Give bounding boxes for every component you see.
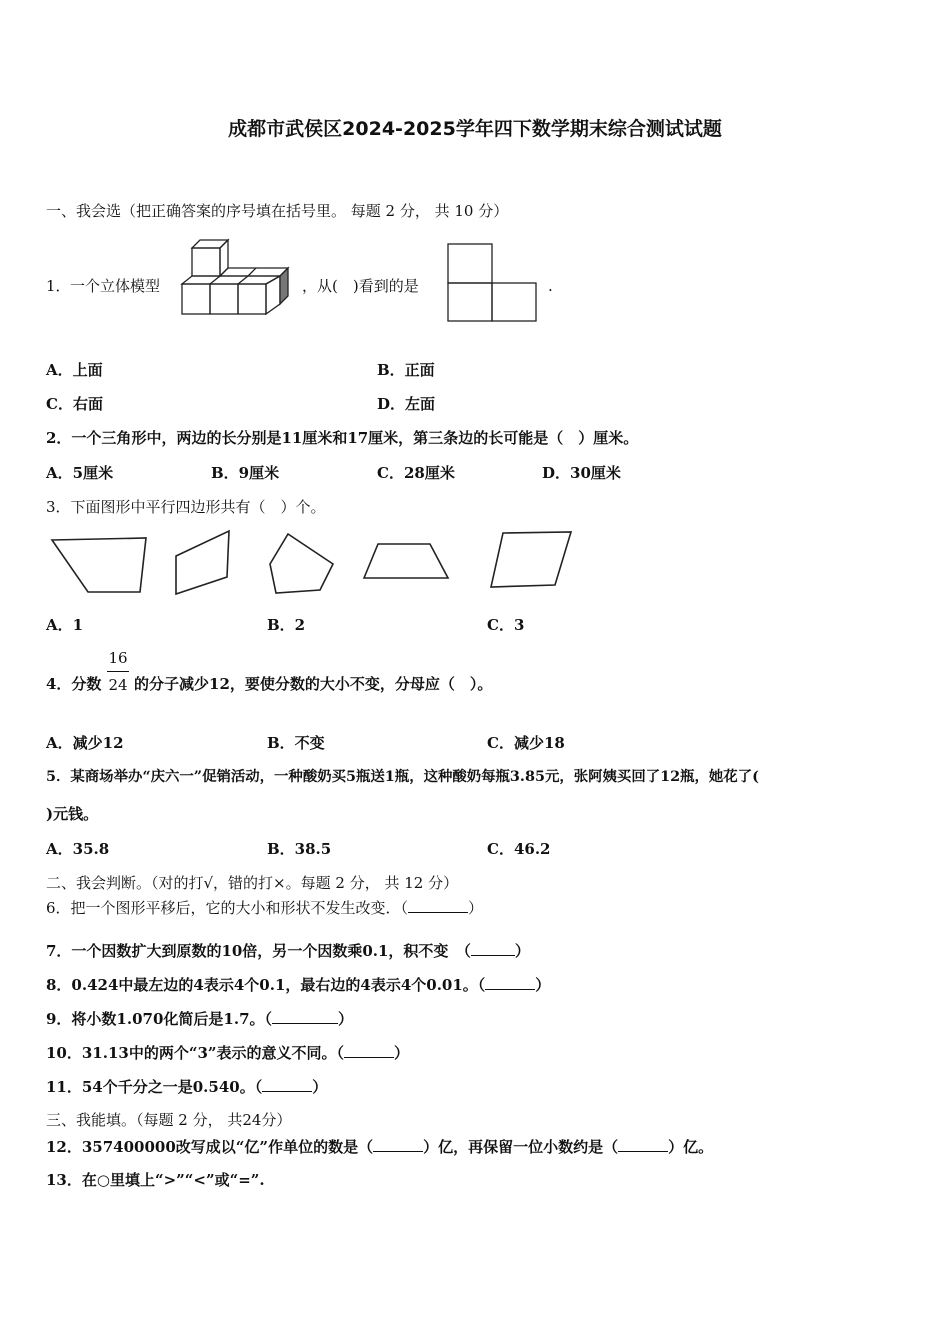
q3-shape-5 — [491, 532, 571, 587]
q5-text-line1: 5．某商场举办“庆六一”促销活动，一种酸奶买5瓶送1瓶，这种酸奶每瓶3.85元，张阿姨买回了12瓶，她花了( — [46, 768, 759, 785]
q12-statement: 12．357400000改写成以“亿”作单位的数是（ ）亿，再保留一位小数约是（ ）亿。 — [46, 1138, 714, 1156]
q5-option-a[interactable]: A．35.8 — [46, 840, 110, 858]
q4-text: 的分子减少12，要使分数的大小不变，分母应（ ）。 — [134, 675, 493, 693]
q11-answer-blank[interactable] — [262, 1077, 312, 1092]
q7-statement: 7．一个因数扩大到原数的10倍，另一个因数乘0.1，积不变 （ ） — [46, 942, 530, 960]
q3-shapes-figure — [48, 528, 578, 600]
q1-number: 1． — [46, 277, 71, 295]
q2-text: 2．一个三角形中，两边的长分别是11厘米和17厘米，第三条边的长可能是（ ）厘米。 — [46, 429, 639, 447]
q3-shape-4 — [364, 544, 448, 578]
q2-option-a[interactable]: A．5厘米 — [46, 464, 114, 482]
q3-shape-2 — [176, 531, 229, 594]
section3-heading: 三、我能填。（每题 2 分， 共24分） — [46, 1111, 292, 1129]
q1-option-c[interactable]: C．右面 — [46, 395, 103, 413]
section2-heading: 二、我会判断。（对的打√，错的打×。每题 2 分， 共 12 分） — [46, 874, 459, 892]
q4-option-b[interactable]: B．不变 — [267, 734, 325, 752]
q3-shape-1 — [52, 538, 146, 592]
q9-answer-blank[interactable] — [272, 1009, 338, 1024]
q13-statement: 13．在○里填上“>”“<”或“=”. — [46, 1171, 265, 1189]
q2-option-d[interactable]: D．30厘米 — [542, 464, 621, 482]
q4-fraction-denominator: 24 — [108, 676, 128, 694]
q7-answer-blank[interactable] — [471, 941, 515, 956]
q10-statement: 10．31.13中的两个“3”表示的意义不同。（ ） — [46, 1044, 410, 1062]
q3-option-c[interactable]: C．3 — [487, 616, 525, 634]
q1-text-b: ，从( )看到的是 — [302, 277, 419, 295]
q6-answer-blank[interactable] — [408, 898, 468, 913]
q4-option-a[interactable]: A．减少12 — [46, 734, 124, 752]
q9-statement: 9．将小数1.070化简后是1.7。（ ） — [46, 1010, 354, 1028]
q8-answer-blank[interactable] — [485, 975, 535, 990]
q1-solid-model-figure — [180, 238, 292, 320]
q1-option-a[interactable]: A．上面 — [46, 361, 103, 379]
q8-statement: 8．0.424中最左边的4表示4个0.1，最右边的4表示4个0.01。（ ） — [46, 976, 551, 994]
q6-statement: 6．把一个图形平移后，它的大小和形状不发生改变．（ ） — [46, 899, 484, 917]
q3-text: 3．下面图形中平行四边形共有（ ）个。 — [46, 498, 326, 516]
q4-prefix: 4．分数 — [46, 675, 102, 693]
page-title: 成都市武侯区2024-2025学年四下数学期末综合测试试题 — [228, 118, 722, 140]
q1-option-b[interactable]: B．正面 — [377, 361, 435, 379]
q10-answer-blank[interactable] — [344, 1043, 394, 1058]
q4-fraction-numerator: 16 — [108, 649, 128, 667]
q5-text-line2: )元钱。 — [46, 805, 99, 823]
q5-option-c[interactable]: C．46.2 — [487, 840, 551, 858]
q3-option-a[interactable]: A．1 — [46, 616, 84, 634]
q1-option-d[interactable]: D．左面 — [377, 395, 436, 413]
q1-text-a: 一个立体模型 — [70, 277, 161, 295]
q2-option-b[interactable]: B．9厘米 — [211, 464, 280, 482]
q12-answer-blank-2[interactable] — [618, 1137, 668, 1152]
q4-fraction-bar — [107, 671, 129, 672]
section1-heading: 一、我会选（把正确答案的序号填在括号里。 每题 2 分， 共 10 分） — [46, 202, 509, 220]
q3-shape-3 — [270, 534, 333, 593]
q5-option-b[interactable]: B．38.5 — [267, 840, 332, 858]
q3-option-b[interactable]: B．2 — [267, 616, 306, 634]
q2-option-c[interactable]: C．28厘米 — [377, 464, 455, 482]
q11-statement: 11．54个千分之一是0.540。（ ） — [46, 1078, 328, 1096]
q1-view-figure — [447, 243, 539, 323]
q4-option-c[interactable]: C．减少18 — [487, 734, 565, 752]
q12-answer-blank-1[interactable] — [373, 1137, 423, 1152]
q1-end: . — [548, 277, 553, 295]
